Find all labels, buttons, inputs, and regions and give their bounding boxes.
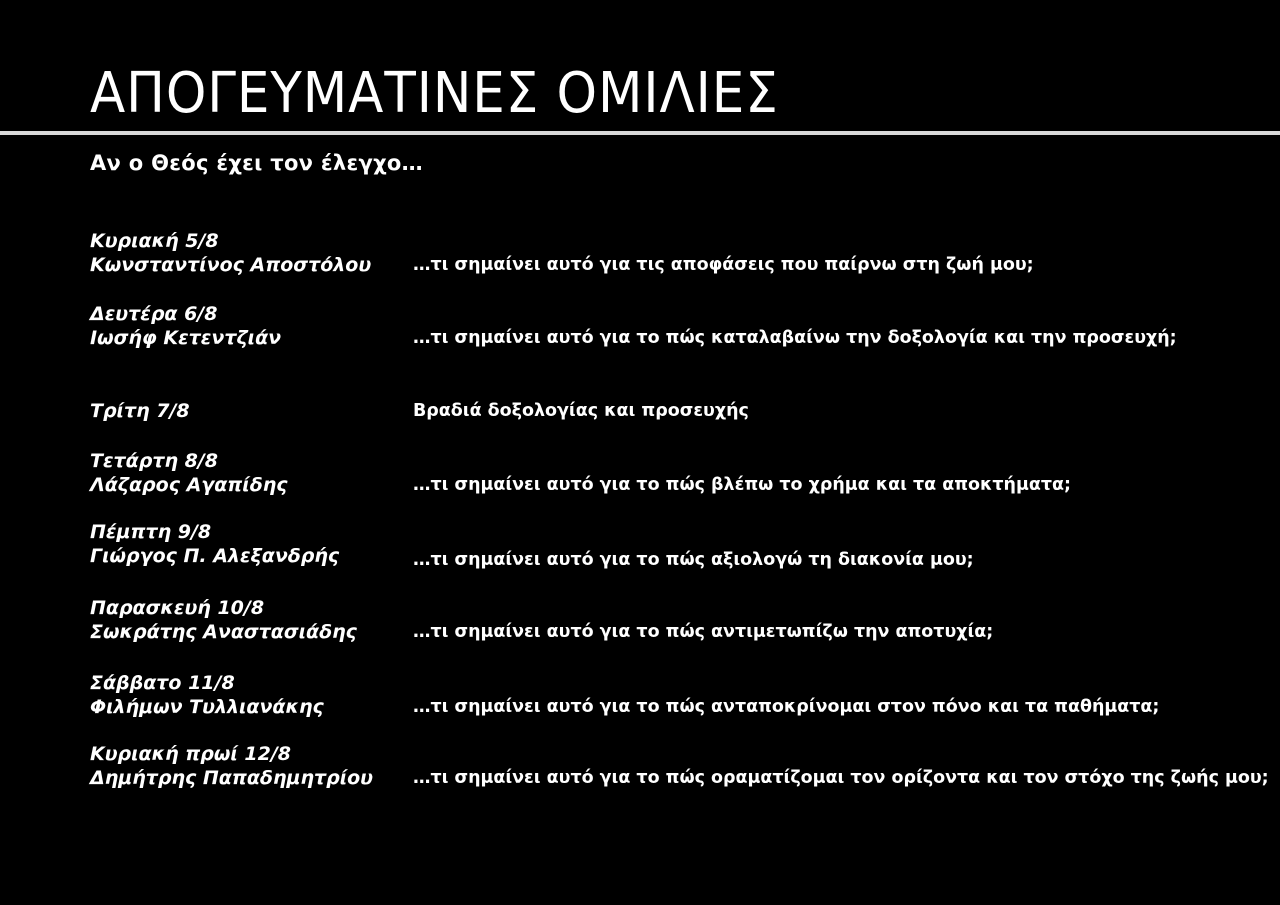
schedule-topic: …τι σημαίνει αυτό για το πώς βλέπω το χρήμα και τα αποκτήματα; bbox=[413, 474, 1071, 495]
schedule-topic: …τι σημαίνει αυτό για το πώς οραματίζομαι τον ορίζοντα και τον στόχο της ζωής μου; bbox=[413, 767, 1269, 788]
schedule-day: Κυριακή πρωί 12/8 bbox=[90, 743, 292, 765]
schedule-day: Δευτέρα 6/8 bbox=[90, 303, 218, 325]
schedule-day: Τρίτη 7/8 bbox=[90, 400, 190, 422]
schedule-day: Σάββατο 11/8 bbox=[90, 672, 235, 694]
schedule-item-wednesday-8-8 bbox=[0, 449, 1280, 497]
schedule-speaker: Δημήτρης Παπαδημητρίου bbox=[90, 767, 374, 789]
page-title: ΑΠΟΓΕΥΜΑΤΙΝΕΣ ΟΜΙΛΙΕΣ bbox=[90, 61, 779, 126]
schedule-topic: …τι σημαίνει αυτό για το πώς καταλαβαίνω την δοξολογία και την προσευχή; bbox=[413, 327, 1177, 348]
schedule-topic: …τι σημαίνει αυτό για το πώς ανταποκρίνομαι στον πόνο και τα παθήματα; bbox=[413, 696, 1160, 717]
schedule-item-monday-6-8 bbox=[0, 302, 1280, 350]
schedule-speaker: Γιώργος Π. Αλεξανδρής bbox=[90, 545, 340, 567]
schedule-day: Παρασκευή 10/8 bbox=[90, 597, 265, 619]
schedule-speaker: Ιωσήφ Κετεντζιάν bbox=[90, 327, 282, 349]
schedule-topic: …τι σημαίνει αυτό για το πώς αξιολογώ τη διακονία μου; bbox=[413, 549, 974, 570]
page-subtitle: Αν ο Θεός έχει τον έλεγχο… bbox=[90, 151, 423, 175]
schedule-speaker: Φιλήμων Τυλλιανάκης bbox=[90, 696, 324, 718]
schedule-day: Κυριακή 5/8 bbox=[90, 230, 219, 252]
schedule-item-friday-10-8 bbox=[0, 596, 1280, 644]
schedule-day: Τετάρτη 8/8 bbox=[90, 450, 218, 472]
schedule-topic: Βραδιά δοξολογίας και προσευχής bbox=[413, 400, 749, 421]
header-divider bbox=[0, 131, 1280, 135]
schedule-item-tuesday-7-8 bbox=[0, 399, 1280, 447]
schedule-speaker: Κωνσταντίνος Αποστόλου bbox=[90, 254, 372, 276]
schedule-item-sunday-5-8 bbox=[0, 229, 1280, 277]
schedule-topic: …τι σημαίνει αυτό για το πώς αντιμετωπίζω την αποτυχία; bbox=[413, 621, 994, 642]
schedule-day: Πέμπτη 9/8 bbox=[90, 521, 212, 543]
schedule-speaker: Λάζαρος Αγαπίδης bbox=[90, 474, 288, 496]
schedule-item-saturday-11-8 bbox=[0, 671, 1280, 719]
schedule-item-thursday-9-8 bbox=[0, 520, 1280, 568]
schedule-speaker: Σωκράτης Αναστασιάδης bbox=[90, 621, 357, 643]
schedule-topic: …τι σημαίνει αυτό για τις αποφάσεις που παίρνω στη ζωή μου; bbox=[413, 254, 1034, 275]
schedule-item-sunday-morning-12-8 bbox=[0, 742, 1280, 790]
